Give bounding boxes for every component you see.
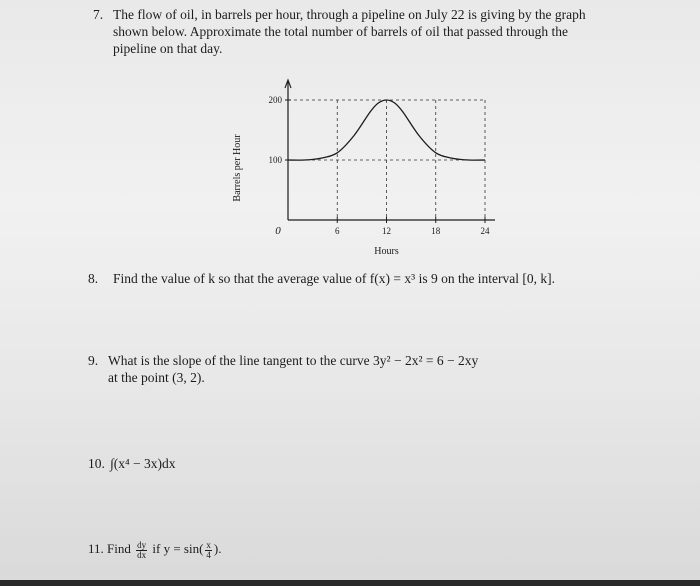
argument-numerator: x xyxy=(206,539,211,550)
argument-denominator: 4 xyxy=(206,549,211,560)
x-tick-label: 24 xyxy=(480,226,490,236)
y-tick-label: 100 xyxy=(268,155,282,165)
oil-flow-chart xyxy=(230,70,500,260)
question-8-number: 8. xyxy=(88,271,99,286)
chart-grid xyxy=(288,100,485,220)
question-7 xyxy=(93,6,586,57)
chart-tick-labels xyxy=(269,95,491,237)
question-11-condition: if y = sin( xyxy=(152,541,204,556)
question-9-line-2: at the point (3, 2). xyxy=(108,370,205,385)
derivative-fraction xyxy=(136,541,147,560)
chart-axes xyxy=(285,80,495,223)
question-11 xyxy=(88,540,222,560)
derivative-numerator: dy xyxy=(137,539,147,550)
question-7-line-1: The flow of oil, in barrels per hour, through a pipeline on July 22 is giving by the graph xyxy=(113,7,586,22)
bottom-edge-bar xyxy=(0,580,700,586)
question-7-line-3: pipeline on that day. xyxy=(113,41,223,56)
question-8-text: Find the value of k so that the average value of f(x) = x³ is 9 on the interval [0, k]. xyxy=(113,271,556,286)
question-10-integral: ∫(x⁴ − 3x)dx xyxy=(110,456,176,471)
question-8 xyxy=(88,270,555,287)
sine-argument-fraction xyxy=(205,541,212,560)
derivative-denominator: dx xyxy=(137,549,147,560)
question-7-line-2: shown below. Approximate the total number of barrels of oil that passed through the xyxy=(113,24,569,39)
x-tick-label: 6 xyxy=(335,226,340,236)
y-tick-label: 200 xyxy=(268,95,282,105)
x-axis-label: Hours xyxy=(374,246,399,257)
question-9-line-1: What is the slope of the line tangent to the curve 3y² − 2x² = 6 − 2xy xyxy=(108,353,479,368)
question-10-number: 10. xyxy=(88,456,105,471)
question-9 xyxy=(88,352,478,386)
question-11-find: Find xyxy=(107,541,131,556)
x-tick-label: 18 xyxy=(431,226,441,236)
question-11-close: ). xyxy=(213,541,222,556)
x-tick-label: 12 xyxy=(382,226,391,236)
x-tick-label: 0 xyxy=(275,225,281,237)
question-9-number: 9. xyxy=(88,353,99,368)
y-axis-label: Barrels per Hour xyxy=(232,134,243,202)
question-10 xyxy=(88,455,176,472)
question-7-number: 7. xyxy=(93,7,104,22)
question-11-number: 11. xyxy=(88,541,104,556)
